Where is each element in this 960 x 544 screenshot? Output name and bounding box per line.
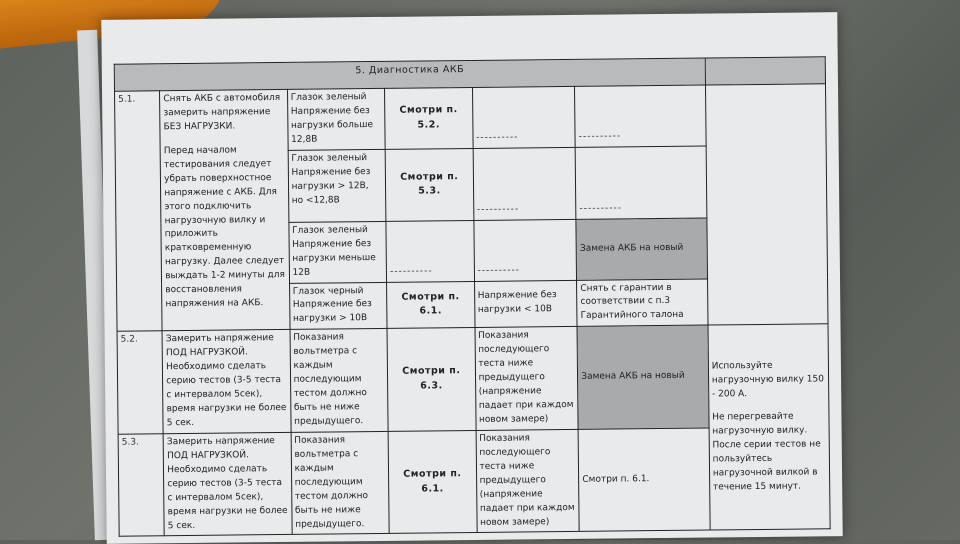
reference-cell: ---------- — [386, 220, 474, 282]
reference-cell: Смотри п. 6.1. — [387, 281, 475, 329]
condition-cell: Глазок черный Напряжение без нагрузки > 10В — [289, 282, 387, 330]
table-row — [117, 324, 829, 434]
condition-cell: Глазок зеленый Напряжение без нагрузки больше 12,8В — [287, 88, 385, 150]
action-cell — [160, 89, 290, 331]
action-note: Перед началом тестирования следует убрать поверхностное напряжение с АКБ. Для этого подключить нагрузочную вилку и приложить кратковременную нагрузку. Далее следует выждать 1-2 минуты для восстановления напряжения на АКБ. — [163, 145, 285, 310]
condition-cell: Глазок зеленый Напряжение без нагрузки меньше 12В — [288, 221, 386, 283]
row-number: 5.2. — [117, 331, 163, 434]
action-result-cell: Замена АКБ на новый — [577, 325, 709, 429]
action-result-cell: ---------- — [575, 146, 706, 219]
action-result-cell: Снять с гарантии в соответствии с п.3 Гарантийного талона — [577, 279, 708, 327]
side-note-cell — [708, 324, 830, 530]
row-number: 5.3. — [118, 434, 164, 537]
condition-cell: Глазок зеленый Напряжение без нагрузки > 12В, но <12,8В — [288, 149, 386, 222]
result-cell: ---------- — [473, 147, 576, 220]
side-empty-cell — [705, 84, 828, 326]
reference-cell: Смотри п. 5.2. — [385, 87, 473, 149]
diagnostics-table — [114, 56, 831, 537]
action-result-cell: Замена АКБ на новый — [576, 218, 707, 280]
reference-cell: Смотри п. 6.3. — [387, 328, 475, 431]
reference-cell: Смотри п. 5.3. — [385, 148, 473, 221]
result-cell: Показания последующего теста ниже предыдущего (напряжение падает при каждом новом замере) — [476, 429, 580, 533]
action-text: Снять АКБ с автомобиля замерить напряжение БЕЗ НАГРУЗКИ. — [163, 92, 281, 133]
title-side-cell — [705, 57, 826, 85]
result-cell: Напряжение без нагрузки < 10В — [474, 280, 577, 328]
side-note-2: Не перегревайте нагрузочную вилку. После серии тестов не пользуйтесь нагрузочной вилкой в течение 15 минут. — [712, 412, 821, 493]
side-note-1: Используйте нагрузочную вилку 150 - 200 А. — [711, 360, 825, 400]
action-result-cell: ---------- — [575, 85, 706, 147]
document-page — [101, 12, 842, 544]
action-result-cell: Смотри п. 6.1. — [578, 428, 710, 532]
table-row — [115, 84, 827, 152]
table-title: 5. Диагностика АКБ — [114, 58, 705, 91]
action-cell: Замерить напряжение ПОД НАГРУЗКОЙ. Необходимо сделать серию тестов (3-5 теста с интервалом 5сек), время нагрузки не более 5 сек. — [162, 330, 290, 434]
reference-cell: Смотри п. 6.1. — [388, 430, 476, 533]
result-cell: Показания последующего теста ниже предыдущего (напряжение падает при каждом новом замере) — [475, 327, 579, 431]
condition-cell: Показания вольтметра с каждым последующим тестом должно быть не ниже предыдущего. — [291, 431, 390, 535]
row-number: 5.1. — [115, 91, 163, 332]
condition-cell: Показания вольтметра с каждым последующим тестом должно быть не ниже предыдущего. — [290, 329, 389, 433]
result-cell: ---------- — [473, 219, 576, 281]
result-cell: ---------- — [472, 86, 575, 148]
action-cell: Замерить напряжение ПОД НАГРУЗКОЙ. Необходимо сделать серию тестов (3-5 теста с интервалом 5сек), время нагрузки не более 5 сек. — [163, 432, 291, 536]
